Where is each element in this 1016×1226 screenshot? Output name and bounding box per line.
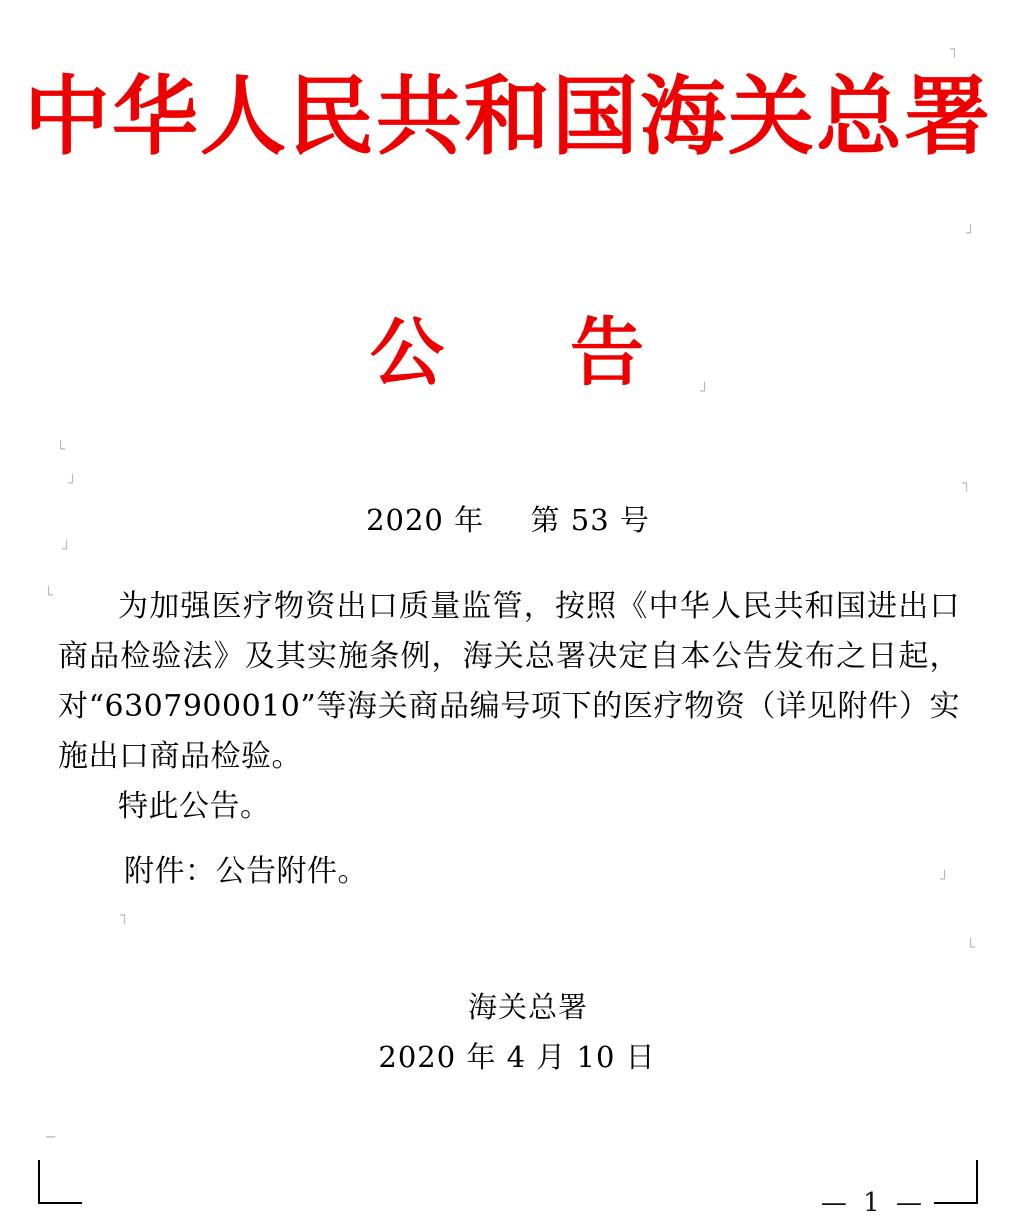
scan-speck: ┘ <box>62 540 72 558</box>
scan-speck: ┐ <box>120 906 130 924</box>
signature-date: 2020 年 4 月 10 日 <box>378 1040 656 1074</box>
document-type-char-second: 告 <box>570 310 646 396</box>
document-number-unit: 号 <box>619 503 650 537</box>
scan-speck: ┐ <box>962 474 972 492</box>
document-number-year: 2020 <box>366 503 444 537</box>
document-type-char-first: 公 <box>370 310 446 396</box>
document-masthead-title: 中华人民共和国海关总署 <box>24 66 992 167</box>
scan-speck: └ <box>56 440 66 458</box>
page-corner-mark-bottom-right <box>934 1160 978 1204</box>
scan-speck: └ <box>966 938 976 956</box>
body-paragraph-1: 为加强医疗物资出口质量监管，按照《中华人民共和国进出口商品检验法》及其实施条例，海关总署决定自本公告发布之日起，对“6307900010”等海关商品编号项下的医疗物资（详见附件）实施出口商品检验。 <box>58 589 960 774</box>
scan-speck: └ <box>44 586 54 604</box>
scan-speck: ┘ <box>966 224 976 242</box>
document-number-value: 53 <box>570 503 610 537</box>
signature-organization: 海关总署 <box>467 990 588 1024</box>
body-paragraph-2: 特此公告。 <box>118 789 271 824</box>
document-body <box>58 582 960 832</box>
attachment-line: 附件：公告附件。 <box>124 854 368 889</box>
document-number-year-unit: 年 <box>454 503 485 537</box>
scan-speck: ┘ <box>700 382 710 400</box>
document-number-label: 第 <box>530 503 561 537</box>
signature-block <box>0 982 1016 1082</box>
scan-speck: ┐ <box>950 40 960 58</box>
document-type-heading <box>0 305 1016 401</box>
scan-speck: ┘ <box>68 474 78 492</box>
page-number: — 1 — <box>820 1188 926 1218</box>
scan-speck: ─ <box>46 1128 56 1146</box>
document-number-line <box>0 500 1016 540</box>
scan-speck: ┘ <box>940 870 950 888</box>
page-corner-mark-bottom-left <box>38 1160 82 1204</box>
